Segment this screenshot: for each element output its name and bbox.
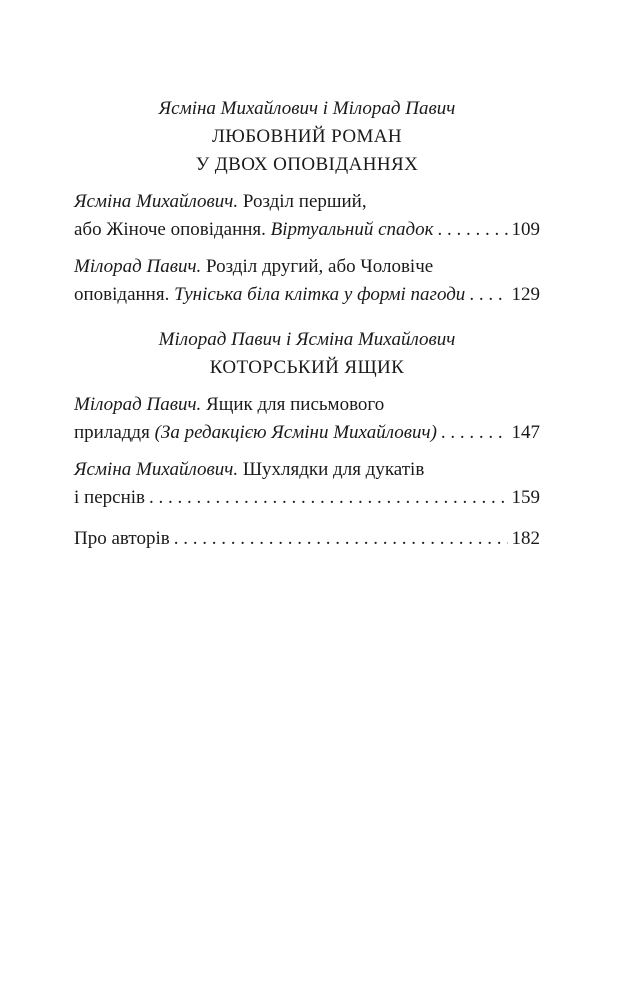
toc-entry-author: Ясміна Михайлович. <box>74 191 239 212</box>
toc-entry-author: Ясміна Михайлович. <box>74 459 239 480</box>
section-title: КОТОРСЬКИЙ ЯЩИК <box>209 357 405 378</box>
dot-leader <box>469 281 507 309</box>
toc-page-number[interactable]: 182 <box>511 528 540 549</box>
toc-section-kotor-box <box>74 326 540 512</box>
toc-entry-title: Туніська біла клітка у формі пагоди <box>174 284 466 305</box>
section-title-line-1: ЛЮБОВНИЙ РОМАН <box>212 126 402 147</box>
toc-entry-about-authors[interactable] <box>74 525 540 553</box>
dot-leader <box>149 484 508 512</box>
section-authors: Ясміна Михайлович і Мілорад Павич <box>158 98 456 119</box>
toc-entry[interactable] <box>74 188 540 244</box>
toc-entry-line-1 <box>74 253 540 281</box>
toc-entry-line-2 <box>74 419 540 447</box>
section-heading <box>74 95 540 179</box>
section-authors: Мілорад Павич і Ясміна Михайлович <box>158 329 456 350</box>
toc-entry-title: (За редакцією Ясміни Михайлович) <box>154 422 437 443</box>
table-of-contents <box>74 95 540 549</box>
toc-entry-line-2 <box>74 484 540 512</box>
toc-entry-text: Про авторів <box>74 528 170 549</box>
toc-page-number[interactable]: 109 <box>511 219 540 240</box>
toc-page-number[interactable]: 159 <box>511 487 540 508</box>
toc-entry-text: Розділ перший, <box>238 191 367 212</box>
toc-entry-text: і перснів <box>74 487 145 508</box>
toc-entry[interactable] <box>74 253 540 309</box>
dot-leader <box>441 419 508 447</box>
toc-entry-line-1 <box>74 188 540 216</box>
toc-entry-line-1 <box>74 456 540 484</box>
toc-page-number[interactable]: 147 <box>511 422 540 443</box>
dot-leader <box>174 525 508 553</box>
section-heading <box>74 326 540 382</box>
toc-section-love-novel <box>74 95 540 309</box>
section-title-line-2: У ДВОХ ОПОВІДАННЯХ <box>195 154 419 175</box>
toc-page-number[interactable]: 129 <box>511 284 540 305</box>
toc-entry-text: приладдя <box>74 422 155 443</box>
toc-entry-author: Мілорад Павич. <box>74 256 202 277</box>
toc-entry-text: Ящик для письмового <box>201 394 385 415</box>
toc-entry-line-1 <box>74 391 540 419</box>
toc-entry-text: або Жіноче оповідання. <box>74 219 271 240</box>
toc-entry-line-2 <box>74 216 540 244</box>
toc-entry[interactable] <box>74 391 540 447</box>
toc-entry-title: Віртуальний спадок <box>270 219 434 240</box>
toc-entry-text: Розділ другий, або Чоловіче <box>201 256 434 277</box>
toc-entry[interactable] <box>74 456 540 512</box>
dot-leader <box>438 216 508 244</box>
toc-entry-text: оповідання. <box>74 284 175 305</box>
toc-entry-author: Мілорад Павич. <box>74 394 202 415</box>
toc-entry-line <box>74 525 540 553</box>
toc-entry-text: Шухлядки для дукатів <box>238 459 425 480</box>
toc-entry-line-2 <box>74 281 540 309</box>
